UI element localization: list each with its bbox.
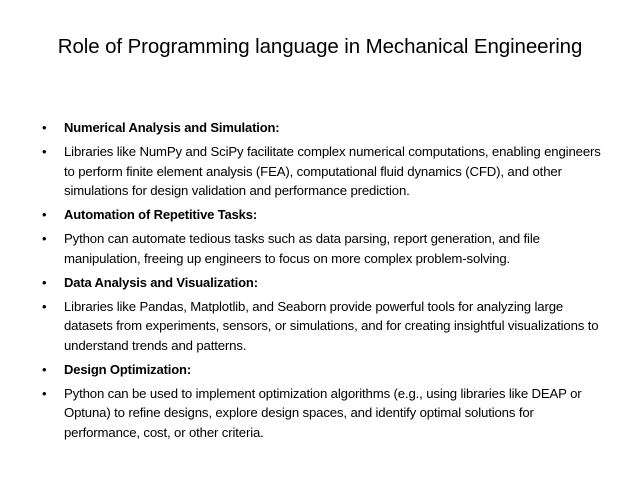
bullet-dot: • bbox=[42, 298, 47, 314]
list-item bbox=[42, 205, 607, 225]
list-item bbox=[42, 297, 607, 356]
list-item bbox=[42, 142, 607, 201]
section-heading: Data Analysis and Visualization: bbox=[64, 274, 258, 290]
bullet-dot: • bbox=[42, 361, 47, 377]
list-item bbox=[42, 118, 607, 138]
bullet-text: Python can be used to implement optimization algorithms (e.g., using libraries like DEAP or Optuna) to refine designs, explore design spaces, and identify optimal solutions for performance, cost, or other criteria. bbox=[64, 385, 582, 440]
slide-title: Role of Programming language in Mechanical Engineering bbox=[57, 35, 583, 58]
bullet-text: Libraries like NumPy and SciPy facilitate complex numerical computations, enabling engineers to perform finite element analysis (FEA), computational fluid dynamics (CFD), and other simulations for design validation and performance prediction. bbox=[64, 144, 601, 198]
list-item bbox=[42, 273, 607, 293]
section-heading: Numerical Analysis and Simulation: bbox=[64, 120, 280, 135]
bullet-dot: • bbox=[42, 385, 47, 401]
bullet-list bbox=[42, 118, 607, 447]
bullet-dot: • bbox=[42, 120, 47, 135]
section-heading: Automation of Repetitive Tasks: bbox=[64, 207, 258, 222]
list-item bbox=[42, 360, 607, 380]
bullet-text: Libraries like Pandas, Matplotlib, and Seaborn provide powerful tools for analyzing large datasets from experiments, sensors, or simulations, and for creating insightful visualizations to understand trends and patterns. bbox=[64, 298, 599, 353]
bullet-dot: • bbox=[42, 231, 47, 246]
bullet-dot: • bbox=[42, 274, 47, 290]
bullet-dot: • bbox=[42, 144, 47, 159]
list-item bbox=[42, 384, 607, 443]
bullet-text: Python can automate tedious tasks such as data parsing, report generation, and file manipulation, freeing up engineers to focus on more complex problem-solving. bbox=[64, 231, 540, 266]
bullet-dot: • bbox=[42, 207, 47, 222]
list-item bbox=[42, 229, 607, 268]
section-heading: Design Optimization: bbox=[64, 361, 192, 377]
